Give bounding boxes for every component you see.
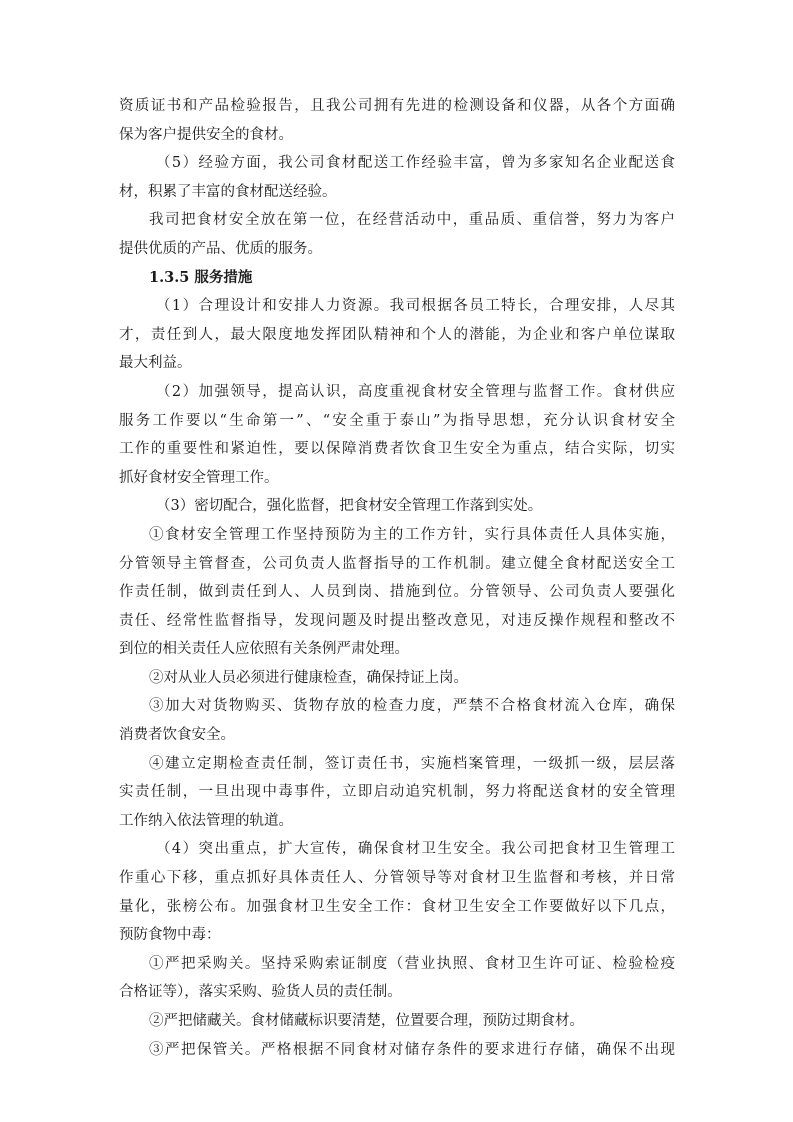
text-line: 实责任制，一旦出现中毒事件，立即启动追究机制，努力将配送食材的安全管理 xyxy=(119,784,675,801)
text-line: 我司把食材安全放在第一位，在经营活动中，重品质、重信誉，努力为客户 xyxy=(149,212,675,229)
text-line: 保为客户提供安全的食材。 xyxy=(119,126,293,143)
text-line: ③严把保管关。严格根据不同食材对储存条件的要求进行存储，确保不出现 xyxy=(149,1041,675,1058)
text-line: （4）突出重点，扩大宣传，确保食材卫生安全。我公司把食材卫生管理工 xyxy=(156,841,675,858)
text-line: ④建立定期检查责任制，签订责任书，实施档案管理，一级抓一级，层层落 xyxy=(149,755,675,772)
text-line: ③加大对货物购买、货物存放的检查力度，严禁不合格食材流入仓库，确保 xyxy=(149,698,675,715)
text-line: 服务工作要以“生命第一”、“安全重于泰山”为指导思想，充分认识食材安全 xyxy=(119,412,675,429)
text-line: （3）密切配合，强化监督，把食材安全管理工作落到实处。 xyxy=(156,498,543,515)
text-line: （2）加强领导，提高认识，高度重视食材安全管理与监督工作。食材供应 xyxy=(156,383,675,400)
text-line: 才，责任到人，最大限度地发挥团队精神和个人的潜能，为企业和客户单位谋取 xyxy=(119,326,675,343)
text-line: 合格证等），落实采购、验货人员的责任制。 xyxy=(119,984,402,1001)
text-line: 材，积累了丰富的食材配送经验。 xyxy=(119,183,337,200)
text-line: 工作纳入依法管理的轨道。 xyxy=(119,812,293,829)
text-line: 责任、经常性监督指导，发现问题及时提出整改意见，对违反操作规程和整改不 xyxy=(119,612,675,629)
text-line: 抓好食材安全管理工作。 xyxy=(119,469,279,486)
document-body xyxy=(119,92,675,1064)
text-line: 最大利益。 xyxy=(119,355,192,372)
section-heading: 1.3.5 服务措施 xyxy=(149,268,253,286)
text-line: 消费者饮食安全。 xyxy=(119,727,235,744)
text-line: 提供优质的产品、优质的服务。 xyxy=(119,240,322,257)
text-line: 预防食物中毒： xyxy=(119,927,221,944)
text-line: 分管领导主管督查，公司负责人监督指导的工作机制。建立健全食材配送安全工 xyxy=(119,555,675,572)
text-line: 资质证书和产品检验报告，且我公司拥有先进的检测设备和仪器，从各个方面确 xyxy=(119,98,675,114)
text-line: 到位的相关责任人应依照有关条例严肃处理。 xyxy=(119,641,409,658)
text-line: ①食材安全管理工作坚持预防为主的工作方针，实行具体责任人具体实施， xyxy=(149,526,675,543)
text-line: 工作的重要性和紧迫性，要以保障消费者饮食卫生安全为重点，结合实际，切实 xyxy=(119,441,675,458)
text-line: （5）经验方面，我公司食材配送工作经验丰富，曾为多家知名企业配送食 xyxy=(156,155,675,172)
text-line: ②对从业人员必须进行健康检查，确保持证上岗。 xyxy=(149,669,468,686)
text-line: 作重心下移，重点抓好具体责任人、分管领导等对食材卫生监督和考核，并日常 xyxy=(119,870,675,887)
text-line: ①严把采购关。坚持采购索证制度（营业执照、食材卫生许可证、检验检疫 xyxy=(149,955,675,972)
text-line: 量化，张榜公布。加强食材卫生安全工作：食材卫生安全工作要做好以下几点， xyxy=(119,898,675,915)
text-line: 作责任制，做到责任到人、人员到岗、措施到位。分管领导、公司负责人要强化 xyxy=(119,584,675,601)
text-line: ②严把储藏关。食材储藏标识要清楚，位置要合理，预防过期食材。 xyxy=(149,1013,584,1029)
text-line: （1）合理设计和安排人力资源。我司根据各员工特长，合理安排，人尽其 xyxy=(156,298,675,315)
